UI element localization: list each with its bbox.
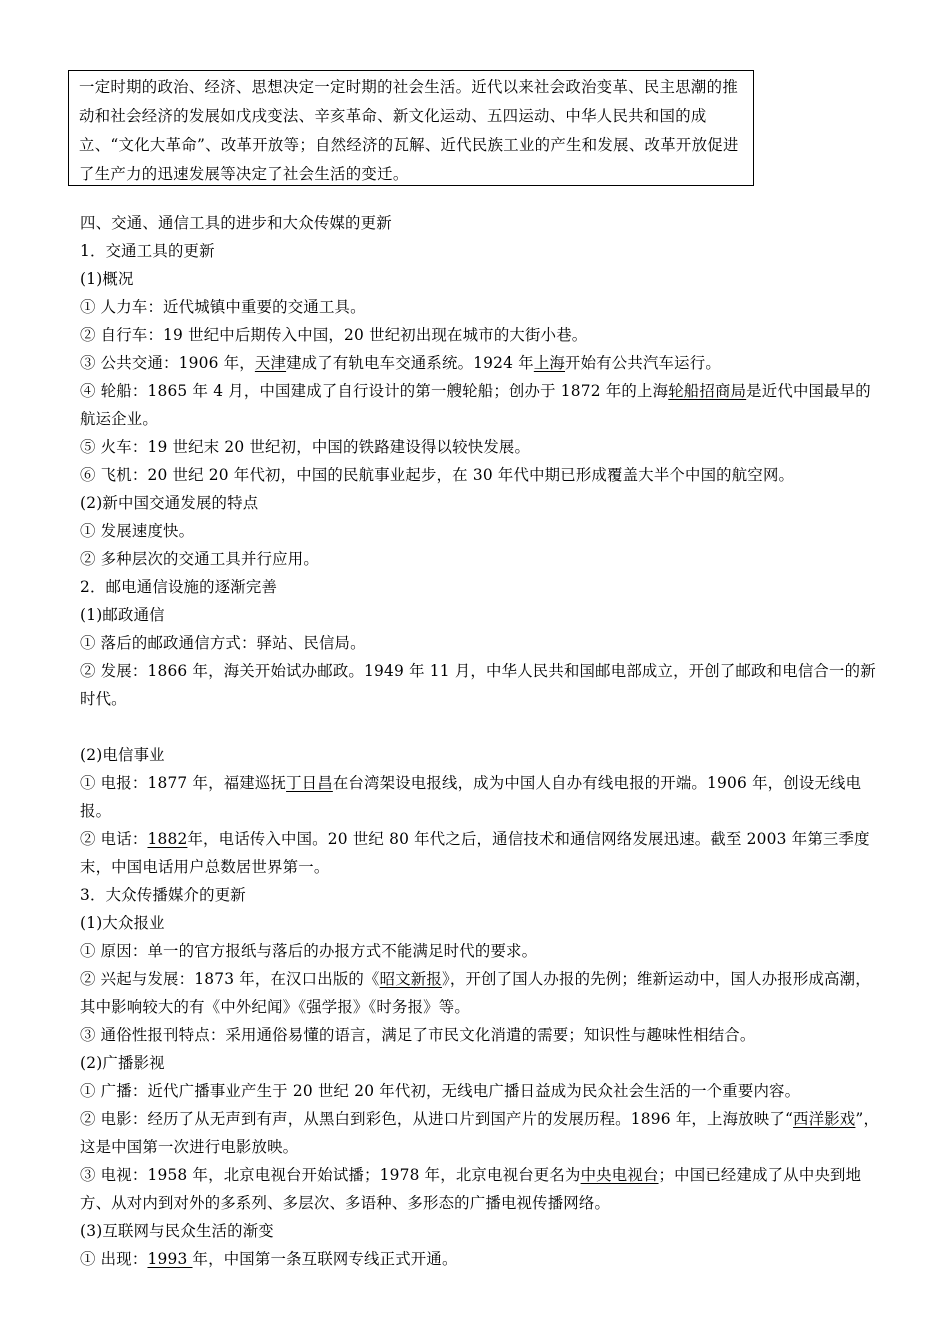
s3-item-popular-press: ③ 通俗性报刊特点：采用通俗易懂的语言，满足了市民文化消遣的需要；知识性与趣味性相结合。 [80, 1026, 756, 1044]
text-part: 》，开创了国人办报的先例；维新运动中，国人办报形成高潮，其中影响较大的有《中外纪闻》《强学报》《时务报》等。 [80, 970, 871, 1016]
s1-item-rickshaw: ① 人力车：近代城镇中重要的交通工具。 [80, 298, 366, 316]
s3-title: 3．大众传播媒介的更新 [80, 886, 246, 904]
summary-box [68, 70, 754, 186]
s1-item-plane: ⑥ 飞机：20 世纪 20 年代初，中国的民航事业起步，在 30 年代中期已形成覆盖大半个中国的航空网。 [80, 466, 795, 484]
underlined-term: 中央电视台 [580, 1166, 659, 1184]
s1-item-train: ⑤ 火车：19 世纪末 20 世纪初，中国的铁路建设得以较快发展。 [80, 438, 531, 456]
s1-p1-title: (1)概况 [80, 270, 134, 288]
text-part: ① 出现： [80, 1250, 148, 1268]
s2-item-old-postal: ① 落后的邮政通信方式：驿站、民信局。 [80, 634, 366, 652]
s3-item-radio: ① 广播：近代广播事业产生于 20 世纪 20 年代初，无线电广播日益成为民众社会生活的一个重要内容。 [80, 1082, 801, 1100]
text-part: 年，电话传入中国。20 世纪 80 年代之后，通信技术和通信网络发展迅速。截至 2003 年第三季度末，中国电话用户总数居世界第一。 [80, 830, 870, 876]
text-part: 建成了有轨电车交通系统。1924 年 [286, 354, 534, 372]
s1-p2-title: (2)新中国交通发展的特点 [80, 494, 259, 512]
s2-p1-title: (1)邮政通信 [80, 606, 165, 624]
text-part: ② 兴起与发展：1873 年，在汉口出版的《 [80, 970, 380, 988]
text-part: ③ 公共交通：1906 年， [80, 354, 255, 372]
underlined-term: 天津 [254, 354, 287, 372]
s1-title: 1．交通工具的更新 [80, 242, 215, 260]
s2-title: 2．邮电通信设施的逐渐完善 [80, 578, 278, 596]
text-part: 年，中国第一条互联网专线正式开通。 [192, 1250, 458, 1268]
s1-item-ship [80, 377, 880, 433]
text-part: 在台湾架设电报线，成为中国人自办有线电报的开端。1906 年，创设无线电报。 [80, 774, 862, 820]
s2-item-postal-development: ② 发展：1866 年，海关开始试办邮政。1949 年 11 月，中华人民共和国邮电部成立，开创了邮政和电信合一的新时代。 [80, 662, 876, 708]
text-part: ④ 轮船：1865 年 4 月，中国建成了自行设计的第一艘轮船；创办于 1872 年的上海 [80, 382, 669, 400]
section-heading: 四、交通、通信工具的进步和大众传媒的更新 [80, 214, 392, 232]
s3-p3-title: (3)互联网与民众生活的渐变 [80, 1222, 274, 1240]
underlined-term: 西洋影戏 [793, 1110, 856, 1128]
main-content [80, 209, 880, 1273]
s3-p2-title: (2)广播影视 [80, 1054, 165, 1072]
s1-feature-2: ② 多种层次的交通工具并行应用。 [80, 550, 319, 568]
underlined-term: 上海 [533, 354, 566, 372]
underlined-term: 1882 [147, 830, 188, 848]
blank-line [80, 713, 880, 741]
text-part: ③ 电视：1958 年，北京电视台开始试播；1978 年，北京电视台更名为 [80, 1166, 581, 1184]
text-part: ”，这是中国第一次进行电影放映。 [80, 1110, 880, 1156]
text-part: ② 电影：经历了从无声到有声，从黑白到彩色，从进口片到国产片的发展历程。1896 年，上海放映了“ [80, 1110, 794, 1128]
s1-feature-1: ① 发展速度快。 [80, 522, 195, 540]
text-part: ② 电话： [80, 830, 148, 848]
underlined-term: 轮船招商局 [668, 382, 747, 400]
text-part: ；中国已经建成了从中央到地方、从对内到对外的多系列、多层次、多语种、多形态的广播电视传播网络。 [80, 1166, 862, 1212]
s3-item-reason: ① 原因：单一的官方报纸与落后的办报方式不能满足时代的要求。 [80, 942, 538, 960]
text-part: 开始有公共汽车运行。 [565, 354, 721, 372]
summary-text: 一定时期的政治、经济、思想决定一定时期的社会生活。近代以来社会政治变革、民主思潮的推动和社会经济的发展如戊戌变法、辛亥革命、新文化运动、五四运动、中华人民共和国的成立、“文化大革命”、改革开放等；自然经济的瓦解、近代民族工业的产生和发展、改革开放促进了生产力的迅速发展等决定了社会生活的变迁。 [79, 78, 739, 183]
s3-p1-title: (1)大众报业 [80, 914, 165, 932]
underlined-term: 1993 [147, 1250, 193, 1268]
s3-item-film [80, 1105, 880, 1161]
s2-item-telephone [80, 825, 880, 881]
s1-item-public-transport [80, 349, 880, 377]
s3-item-rise [80, 965, 880, 1021]
s2-item-telegraph [80, 769, 880, 825]
text-part: ① 电报：1877 年，福建巡抚 [80, 774, 287, 792]
underlined-term: 丁日昌 [286, 774, 333, 792]
s2-p2-title: (2)电信事业 [80, 746, 165, 764]
s1-item-bicycle: ② 自行车：19 世纪中后期传入中国，20 世纪初出现在城市的大街小巷。 [80, 326, 588, 344]
s3-item-internet [80, 1245, 880, 1273]
text-part: 是近代中国最早的航运企业。 [80, 382, 871, 428]
s3-item-tv [80, 1161, 880, 1217]
underlined-term: 昭文新报 [379, 970, 442, 988]
